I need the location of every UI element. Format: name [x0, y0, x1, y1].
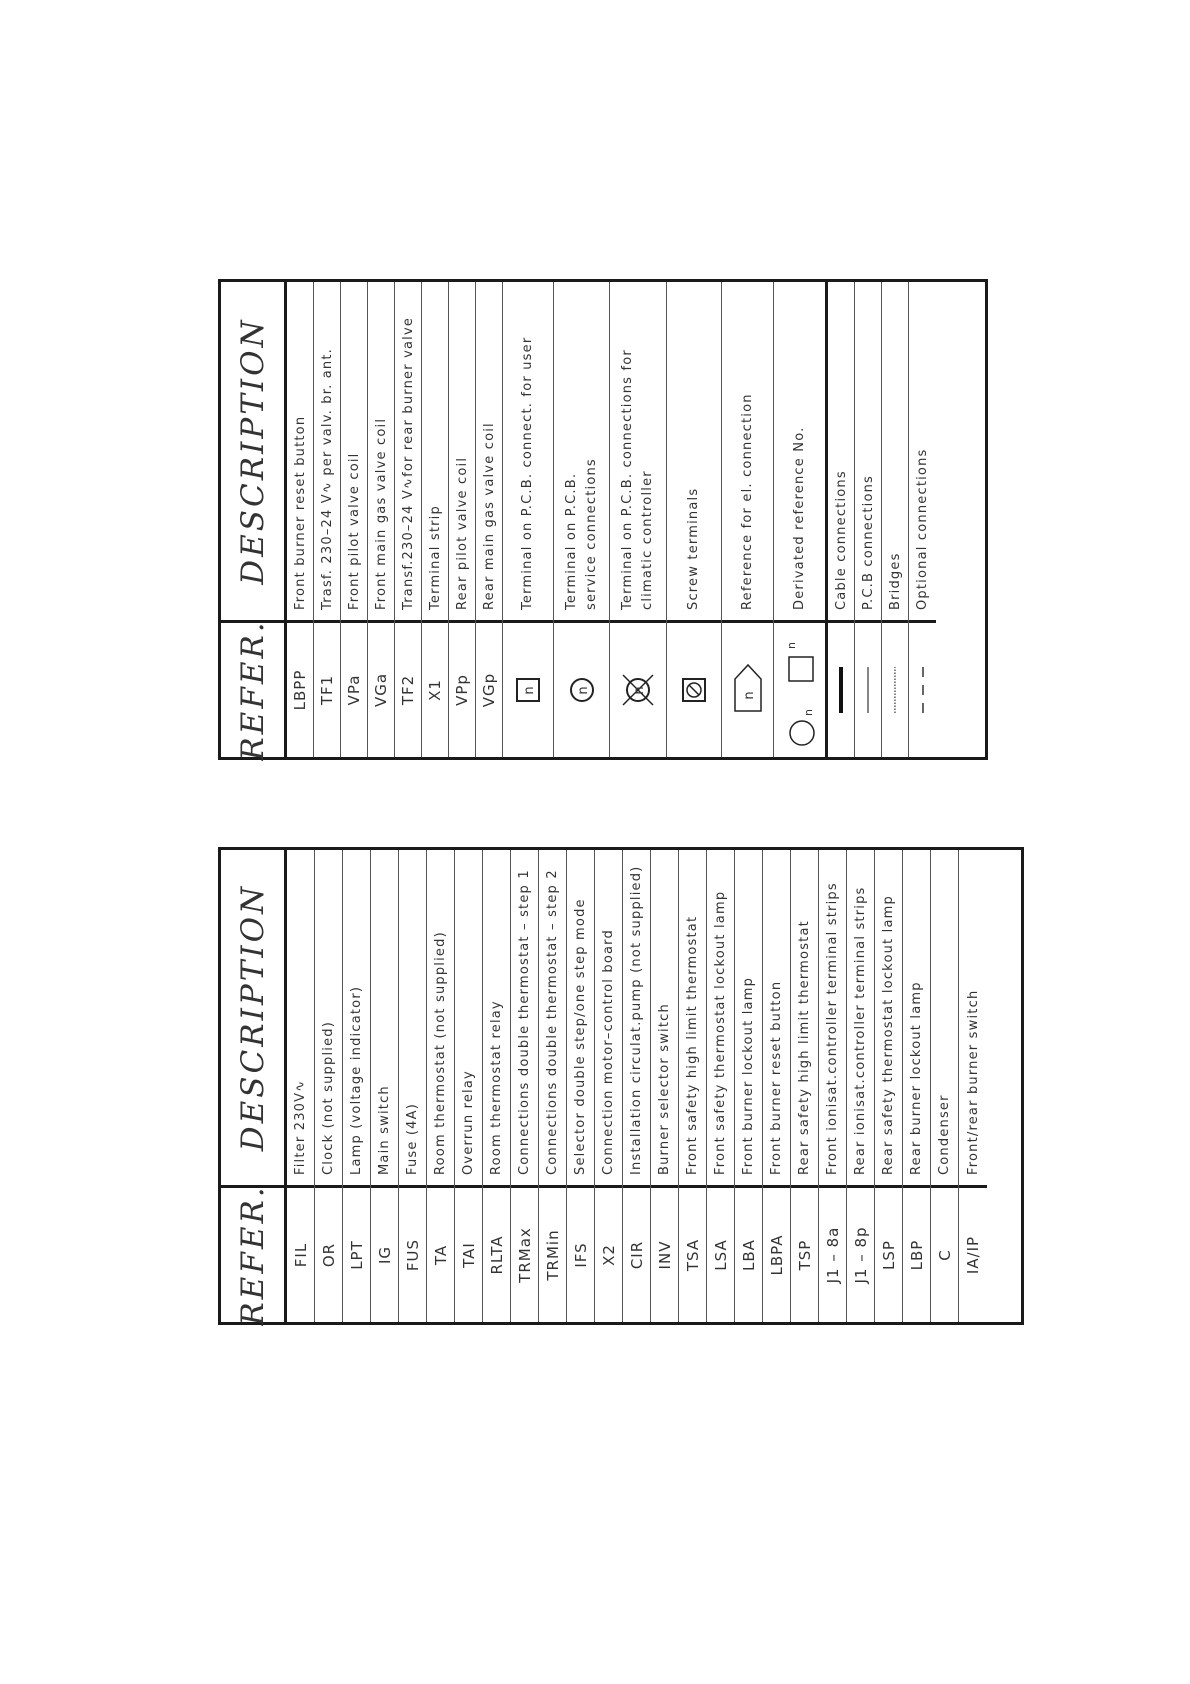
description-cell: Front burner lockout lamp	[741, 976, 756, 1175]
description-cell: Rear safety thermostat lockout lamp	[881, 895, 896, 1175]
table-row	[287, 282, 314, 757]
symbol-row	[610, 282, 667, 757]
ref-cell: TRMin	[539, 1185, 566, 1322]
symbol-label: n	[632, 685, 647, 695]
table-row	[371, 850, 399, 1322]
description-line-1: Terminal on P.C.B. connections for	[620, 349, 635, 610]
line-row	[828, 282, 855, 757]
description-cell	[667, 282, 721, 620]
symbol-cell	[722, 620, 773, 757]
ref-cell: LPT	[343, 1185, 370, 1322]
description-line-2: service connections	[583, 458, 599, 610]
circle-terminal-icon	[559, 625, 605, 755]
reference-tag-icon	[725, 625, 771, 755]
table-row	[427, 850, 455, 1322]
description-line-1: Reference for el. connection	[739, 393, 755, 610]
table-row	[399, 850, 427, 1322]
ref-cell: OR	[315, 1185, 342, 1322]
description-line-1: Screw terminals	[686, 487, 701, 610]
description-cell	[610, 282, 666, 620]
ref-cell: LBPP	[287, 620, 313, 757]
table-row	[651, 850, 679, 1322]
description-cell: Front/rear burner switch	[965, 989, 981, 1175]
legend-table-right	[218, 279, 988, 760]
pcb-line-icon	[855, 625, 881, 755]
description-line-1: Derivated reference No.	[791, 426, 807, 610]
description-cell: Rear ionisat.controller terminal strips	[853, 886, 868, 1175]
description-cell: Front burner reset button	[769, 980, 784, 1175]
symbol-row	[722, 282, 774, 757]
description-cell: Front pilot valve coil	[346, 452, 362, 610]
table-row	[455, 850, 483, 1322]
table-body	[287, 850, 987, 1322]
symbol-row	[667, 282, 722, 757]
description-cell: Terminal strip	[427, 505, 443, 610]
ref-cell: J1 – 8p	[847, 1185, 874, 1322]
symbol-cell	[828, 620, 854, 757]
derivated-reference-icon	[777, 625, 823, 755]
description-cell: Cable connections	[833, 470, 849, 610]
description-cell: Clock (not supplied)	[321, 1020, 336, 1175]
table-row	[483, 850, 511, 1322]
ref-cell: TF2	[395, 620, 421, 757]
symbol-row	[774, 282, 828, 757]
description-cell: Front burner reset button	[292, 415, 308, 610]
table-row	[567, 850, 595, 1322]
table-body	[287, 282, 936, 757]
description-line-2: climatic controller	[640, 470, 655, 610]
description-cell: Selector double step/one step mode	[573, 898, 588, 1175]
description-cell: Rear pilot valve coil	[454, 456, 470, 610]
table-row	[511, 850, 539, 1322]
symbol-cell	[610, 620, 666, 757]
description-cell: Lamp (voltage indicator)	[349, 985, 364, 1175]
table-row	[341, 282, 368, 757]
ref-cell: LBP	[903, 1185, 930, 1322]
table-row	[735, 850, 763, 1322]
symbol-cell	[909, 620, 936, 757]
description-cell: Front safety high limit thermostat	[685, 915, 700, 1175]
symbol-label: n	[575, 685, 591, 695]
bridge-line-icon	[882, 625, 908, 755]
ref-column-header: REFER.	[221, 1185, 284, 1322]
table-row	[623, 850, 651, 1322]
symbol-cell	[774, 620, 825, 757]
table-row	[314, 282, 341, 757]
ref-cell: C	[931, 1185, 958, 1322]
table-row	[763, 850, 791, 1322]
description-cell: Connections double thermostat – step 1	[517, 869, 532, 1175]
screw-terminal-icon	[671, 625, 717, 755]
table-row	[395, 282, 422, 757]
description-cell: Front safety thermostat lockout lamp	[713, 890, 728, 1175]
table-row	[931, 850, 959, 1322]
description-cell: Front main gas valve coil	[373, 417, 389, 610]
table-row	[595, 850, 623, 1322]
ref-cell: RLTA	[483, 1185, 510, 1322]
ref-cell: X1	[422, 620, 448, 757]
table-row	[287, 850, 315, 1322]
ref-column-header: REFER.	[221, 620, 284, 757]
ref-cell: LSP	[875, 1185, 902, 1322]
ref-cell: TAI	[455, 1185, 482, 1322]
symbol-cell	[667, 620, 721, 757]
ref-cell: VPp	[449, 620, 475, 757]
ref-cell: LBPA	[763, 1185, 790, 1322]
description-column-header: DESCRIPTION	[234, 317, 271, 585]
table-row	[847, 850, 875, 1322]
description-cell: Connections double thermostat – step 2	[545, 869, 560, 1175]
crossed-circle-terminal-icon	[615, 625, 661, 755]
ref-cell: VGa	[368, 620, 394, 757]
line-row	[855, 282, 882, 757]
description-cell: Optional connections	[915, 448, 930, 610]
ref-cell: FIL	[287, 1185, 314, 1322]
description-cell: Condenser	[937, 1094, 952, 1175]
ref-cell: TA	[427, 1185, 454, 1322]
table-row	[315, 850, 343, 1322]
table-row	[903, 850, 931, 1322]
description-cell: Transf.230–24 V∿for rear burner valve	[400, 316, 416, 610]
description-cell: Connection motor–control board	[601, 929, 616, 1175]
ref-cell: LSA	[707, 1185, 734, 1322]
description-line-1: Terminal on P.C.B.	[563, 472, 579, 610]
description-cell: P.C.B connections	[860, 474, 876, 610]
table-row	[707, 850, 735, 1322]
symbol-cell	[855, 620, 881, 757]
table-row	[959, 850, 987, 1322]
symbol-label: n	[801, 708, 815, 716]
ref-cell: VGp	[476, 620, 502, 757]
symbol-row	[554, 282, 610, 757]
description-cell	[554, 282, 609, 620]
description-cell: Trasf. 230–24 V∿ per valv. br. ant.	[319, 348, 335, 610]
table-row	[368, 282, 395, 757]
ref-cell: IFS	[567, 1185, 594, 1322]
ref-cell: VPa	[341, 620, 367, 757]
symbol-row	[503, 282, 554, 757]
symbol-cell	[882, 620, 908, 757]
table-row	[422, 282, 449, 757]
ref-cell: LBA	[735, 1185, 762, 1322]
symbol-cell	[554, 620, 609, 757]
description-cell: Burner selector switch	[657, 1003, 672, 1175]
ref-cell: TSA	[679, 1185, 706, 1322]
legend-table-left	[218, 847, 1024, 1325]
ref-cell: IA/IP	[959, 1185, 987, 1322]
ref-cell: IG	[371, 1185, 398, 1322]
symbol-label: n	[784, 641, 798, 649]
symbol-label: n	[522, 685, 537, 695]
table-row	[819, 850, 847, 1322]
description-cell: Room thermostat relay	[489, 1000, 504, 1175]
table-row	[476, 282, 503, 757]
description-column-header: DESCRIPTION	[234, 883, 271, 1152]
optional-line-icon	[910, 625, 936, 755]
description-cell: Overrun relay	[461, 1070, 476, 1175]
ref-cell: CIR	[623, 1185, 650, 1322]
table-header	[221, 850, 287, 1326]
description-cell: Rear main gas valve coil	[481, 422, 497, 610]
table-row	[449, 282, 476, 757]
description-line-1: Terminal on P.C.B. connect. for user	[520, 336, 535, 610]
description-cell: Fuse (4A)	[405, 1102, 420, 1175]
ref-cell: J1 – 8a	[819, 1185, 846, 1322]
ref-cell: FUS	[399, 1185, 426, 1322]
line-row	[882, 282, 909, 757]
ref-cell: X2	[595, 1185, 622, 1322]
description-cell: Bridges	[887, 552, 903, 610]
description-cell	[774, 282, 825, 620]
description-cell	[722, 282, 773, 620]
table-row	[791, 850, 819, 1322]
description-cell: Filter 230V∿	[293, 1079, 308, 1175]
ref-cell: TF1	[314, 620, 340, 757]
symbol-cell	[503, 620, 553, 757]
description-cell: Front ionisat.controller terminal strips	[825, 882, 840, 1175]
ref-cell: TSP	[791, 1185, 818, 1322]
table-row	[539, 850, 567, 1322]
table-row	[343, 850, 371, 1322]
square-terminal-icon	[505, 625, 551, 755]
ref-cell: INV	[651, 1185, 678, 1322]
line-row	[909, 282, 936, 757]
description-cell: Rear burner lockout lamp	[909, 981, 924, 1175]
description-cell: Room thermostat (not supplied)	[433, 931, 448, 1175]
description-cell: Main switch	[377, 1085, 392, 1175]
table-row	[679, 850, 707, 1322]
description-cell	[503, 282, 553, 620]
description-cell: Installation circulat.pump (not supplied)	[629, 865, 644, 1175]
symbol-label: n	[741, 690, 757, 700]
cable-line-icon	[828, 625, 854, 755]
description-cell: Rear safety high limit thermostat	[797, 920, 812, 1175]
table-header	[221, 282, 287, 761]
ref-cell: TRMax	[511, 1185, 538, 1322]
table-row	[875, 850, 903, 1322]
